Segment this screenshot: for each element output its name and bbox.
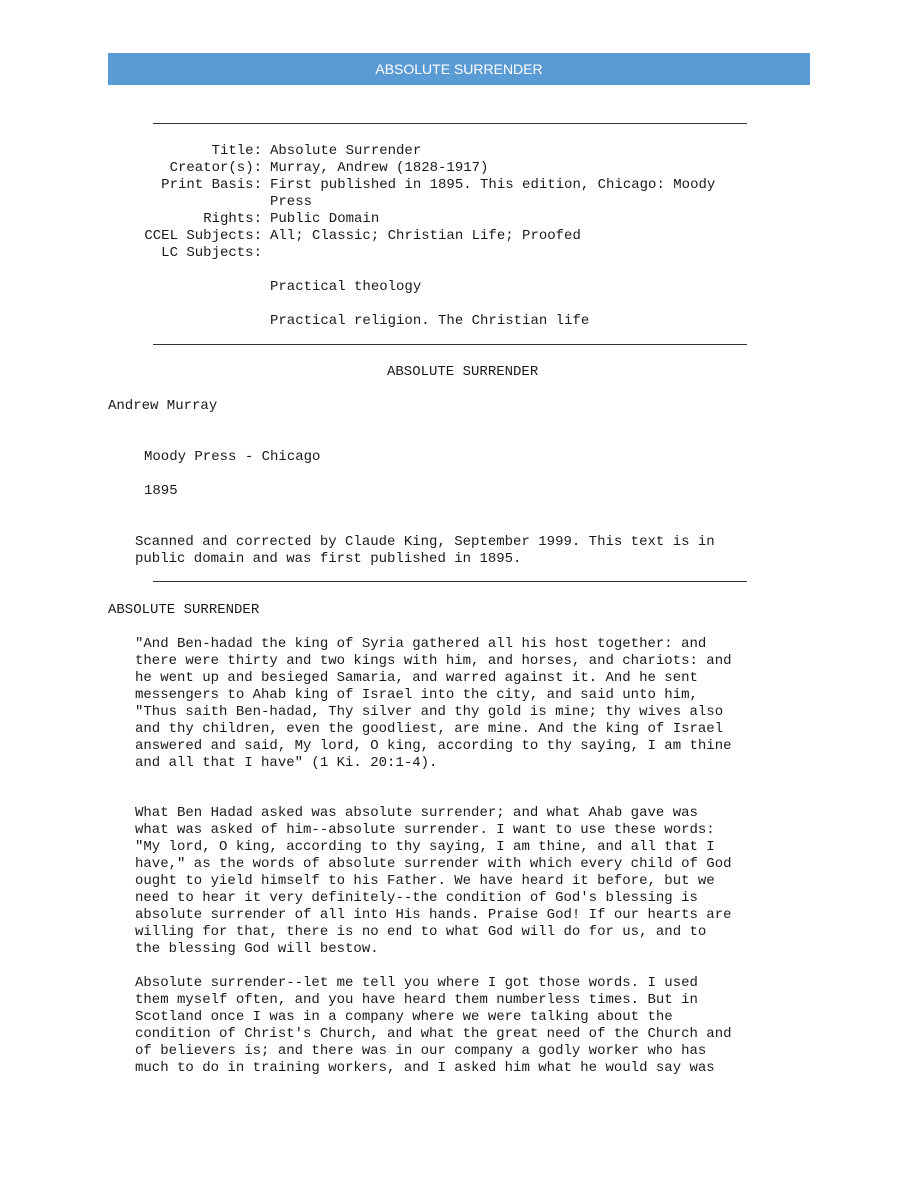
paragraph-line: ought to yield himself to his Father. We have heard it before, but we [135, 873, 715, 889]
paragraph-line: need to hear it very definitely--the condition of God's blessing is [135, 890, 698, 906]
paragraph-line: "My lord, O king, according to thy saying, I am thine, and all that I [135, 839, 715, 855]
print-basis-label: Print Basis: [161, 177, 262, 193]
title-value: Absolute Surrender [270, 143, 422, 159]
quote-line: and thy children, even the goodliest, are mine. And the king of Israel [135, 721, 724, 737]
publisher: Moody Press - Chicago [144, 449, 321, 465]
paragraph-line: condition of Christ's Church, and what the great need of the Church and [135, 1026, 732, 1042]
paragraph-line: willing for that, there is no end to what God will do for us, and to [135, 924, 707, 940]
banner-title: ABSOLUTE SURRENDER [375, 61, 543, 77]
lc-subject-item: Practical theology [270, 279, 422, 295]
print-basis-line: First published in 1895. This edition, Chicago: Moody [270, 177, 716, 193]
divider-metadata [153, 344, 747, 345]
quote-line: there were thirty and two kings with him, and horses, and chariots: and [135, 653, 732, 669]
paragraph-line: have," as the words of absolute surrender with which every child of God [135, 856, 732, 872]
title-label: Title: [211, 143, 262, 159]
quote-line: answered and said, My lord, O king, according to thy saying, I am thine [135, 738, 732, 754]
creator-label: Creator(s): [169, 160, 262, 176]
paragraph-line: what was asked of him--absolute surrender. I want to use these words: [135, 822, 715, 838]
header-banner [108, 53, 810, 85]
paragraph-line: absolute surrender of all into His hands. Praise God! If our hearts are [135, 907, 732, 923]
quote-line: "Thus saith Ben-hadad, Thy silver and thy gold is mine; thy wives also [135, 704, 724, 720]
publication-year: 1895 [144, 483, 178, 499]
ccel-subjects-label: CCEL Subjects: [144, 228, 262, 244]
quote-line: "And Ben-hadad the king of Syria gathered all his host together: and [135, 636, 707, 652]
lc-subjects-label: LC Subjects: [161, 245, 262, 261]
paragraph-line: of believers is; and there was in our company a godly worker who has [135, 1043, 707, 1059]
title-page-heading: ABSOLUTE SURRENDER [387, 364, 539, 380]
rights-label: Rights: [203, 211, 262, 227]
quote-line: messengers to Ahab king of Israel into the city, and said unto him, [135, 687, 698, 703]
print-basis-line: Press [270, 194, 313, 210]
lc-subject-item: Practical religion. The Christian life [270, 313, 590, 329]
scan-note-line: public domain and was first published in 1895. [135, 551, 522, 567]
divider-title-page [153, 581, 747, 582]
divider-top [153, 123, 747, 124]
creator-value: Murray, Andrew (1828-1917) [270, 160, 489, 176]
paragraph-line: them myself often, and you have heard them numberless times. But in [135, 992, 698, 1008]
paragraph-line: Absolute surrender--let me tell you where I got those words. I used [135, 975, 698, 991]
ccel-subjects-value: All; Classic; Christian Life; Proofed [270, 228, 581, 244]
paragraph-line: What Ben Hadad asked was absolute surrender; and what Ahab gave was [135, 805, 698, 821]
paragraph-line: much to do in training workers, and I asked him what he would say was [135, 1060, 715, 1076]
paragraph-line: the blessing God will bestow. [135, 941, 379, 957]
paragraph-line: Scotland once I was in a company where we were talking about the [135, 1009, 673, 1025]
scan-note-line: Scanned and corrected by Claude King, September 1999. This text is in [135, 534, 715, 550]
quote-line: he went up and besieged Samaria, and warred against it. And he sent [135, 670, 698, 686]
rights-value: Public Domain [270, 211, 380, 227]
chapter-heading: ABSOLUTE SURRENDER [108, 602, 260, 618]
quote-line: and all that I have" (1 Ki. 20:1-4). [135, 755, 438, 771]
author-name: Andrew Murray [108, 398, 218, 414]
